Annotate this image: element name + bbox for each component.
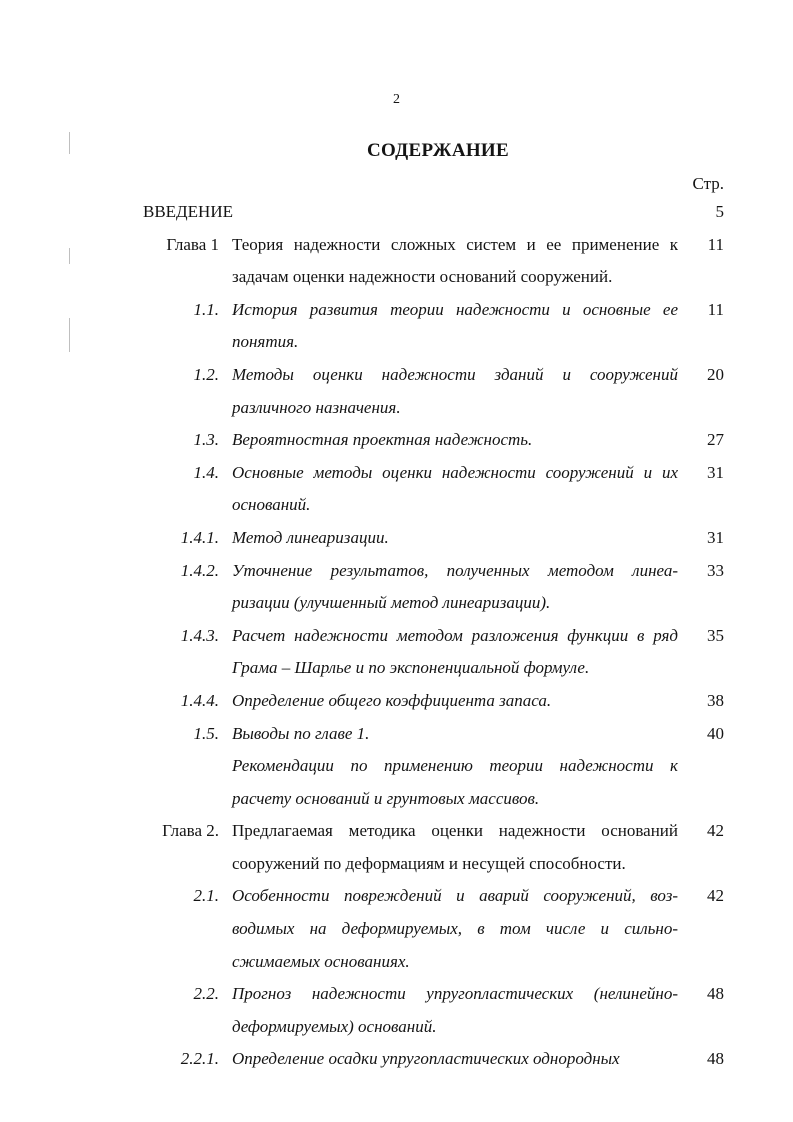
toc-entry xyxy=(0,424,793,457)
toc-entry-page: 48 xyxy=(707,984,724,1004)
toc-entry-text: Особенности повреждений и аварий сооружений, воз-водимых на деформируемых, в том числе и сильно-сжимаемых основаниях. xyxy=(232,886,678,971)
toc-entry-text: История развития теории надежности и основные ее понятия. xyxy=(232,299,678,352)
toc-entry-number: 2.1. xyxy=(193,886,219,906)
toc-entry xyxy=(0,294,793,359)
toc-entry xyxy=(0,685,793,718)
toc-entry-number: Глава 2. xyxy=(162,821,219,841)
toc-entry-page: 11 xyxy=(707,234,724,254)
toc-entry-page: 11 xyxy=(707,299,724,319)
toc-entry xyxy=(0,750,793,815)
toc-entry-number: 1.4.4. xyxy=(180,690,219,710)
toc-entry xyxy=(0,880,793,978)
toc-entry xyxy=(0,457,793,522)
toc-entry xyxy=(0,978,793,1043)
toc-entry-text: Уточнение результатов, полученных методом линеа-ризации (улучшенный метод линеаризации). xyxy=(232,560,678,613)
toc-entry-text: Основные методы оценки надежности сооружений и их оснований. xyxy=(232,462,678,515)
toc-entry xyxy=(0,359,793,424)
toc-entry-number: 1.4.3. xyxy=(180,625,219,645)
toc-entry-text: Определение осадки упругопластических однородных xyxy=(232,1049,620,1069)
toc-list xyxy=(0,196,793,1076)
toc-entry-number: 1.2. xyxy=(193,364,219,384)
toc-entry-page: 48 xyxy=(707,1049,724,1069)
toc-entry-number: 1.1. xyxy=(193,299,219,319)
toc-entry-text: Выводы по главе 1. xyxy=(232,723,370,743)
toc-entry-number: 1.5. xyxy=(193,723,219,743)
toc-entry-page: 31 xyxy=(707,462,724,482)
toc-entry-text: Метод линеаризации. xyxy=(232,527,389,547)
toc-entry xyxy=(0,815,793,880)
toc-entry xyxy=(0,718,793,751)
page-column-label: Стр. xyxy=(692,174,724,193)
toc-entry-number: 2.2.1. xyxy=(180,1049,219,1069)
toc-entry-page: 20 xyxy=(707,364,724,384)
toc-entry-page: 42 xyxy=(707,821,724,841)
toc-entry-page: 42 xyxy=(707,886,724,906)
page-title: СОДЕРЖАНИЕ xyxy=(367,140,509,161)
toc-entry xyxy=(0,620,793,685)
toc-entry-text: Методы оценки надежности зданий и сооружений различного назначения. xyxy=(232,364,678,417)
toc-entry xyxy=(0,522,793,555)
toc-entry-text: Вероятностная проектная надежность. xyxy=(232,430,533,450)
page-number: 2 xyxy=(393,92,400,107)
toc-entry-number: 1.4. xyxy=(193,462,219,482)
toc-entry-text: Предлагаемая методика оценки надежности оснований сооружений по деформациям и несущей способности. xyxy=(232,821,678,873)
toc-entry-text: Прогноз надежности упругопластических (нелинейно-деформируемых) оснований. xyxy=(232,984,678,1036)
toc-entry xyxy=(0,555,793,620)
toc-entry-text: Теория надежности сложных систем и ее применение к задачам оценки надежности оснований сооружений. xyxy=(232,234,678,287)
toc-entry-number: 1.4.2. xyxy=(180,560,219,580)
toc-entry-page: 5 xyxy=(715,202,724,221)
toc-entry xyxy=(0,1043,793,1076)
toc-entry-intro xyxy=(0,196,793,229)
toc-entry-page: 35 xyxy=(707,625,724,645)
toc-entry-number: 2.2. xyxy=(193,984,219,1004)
toc-entry-text: Расчет надежности методом разложения функции в ряд Грама – Шарлье и по экспоненциальной формуле. xyxy=(232,625,678,678)
toc-entry-label: ВВЕДЕНИЕ xyxy=(143,202,233,221)
toc-entry-page: 40 xyxy=(707,723,724,743)
toc-entry-text: Определение общего коэффициента запаса. xyxy=(232,690,552,710)
toc-entry-page: 38 xyxy=(707,690,724,710)
toc-entry xyxy=(0,229,793,294)
toc-entry-number: 1.3. xyxy=(193,430,219,450)
toc-entry-page: 31 xyxy=(707,527,724,547)
toc-entry-number: 1.4.1. xyxy=(180,527,219,547)
toc-entry-page: 27 xyxy=(707,430,724,450)
toc-entry-text: Рекомендации по применению теории надежности к расчету оснований и грунтовых массивов. xyxy=(232,756,678,808)
toc-entry-page: 33 xyxy=(707,560,724,580)
toc-entry-number: Глава 1 xyxy=(166,234,219,254)
